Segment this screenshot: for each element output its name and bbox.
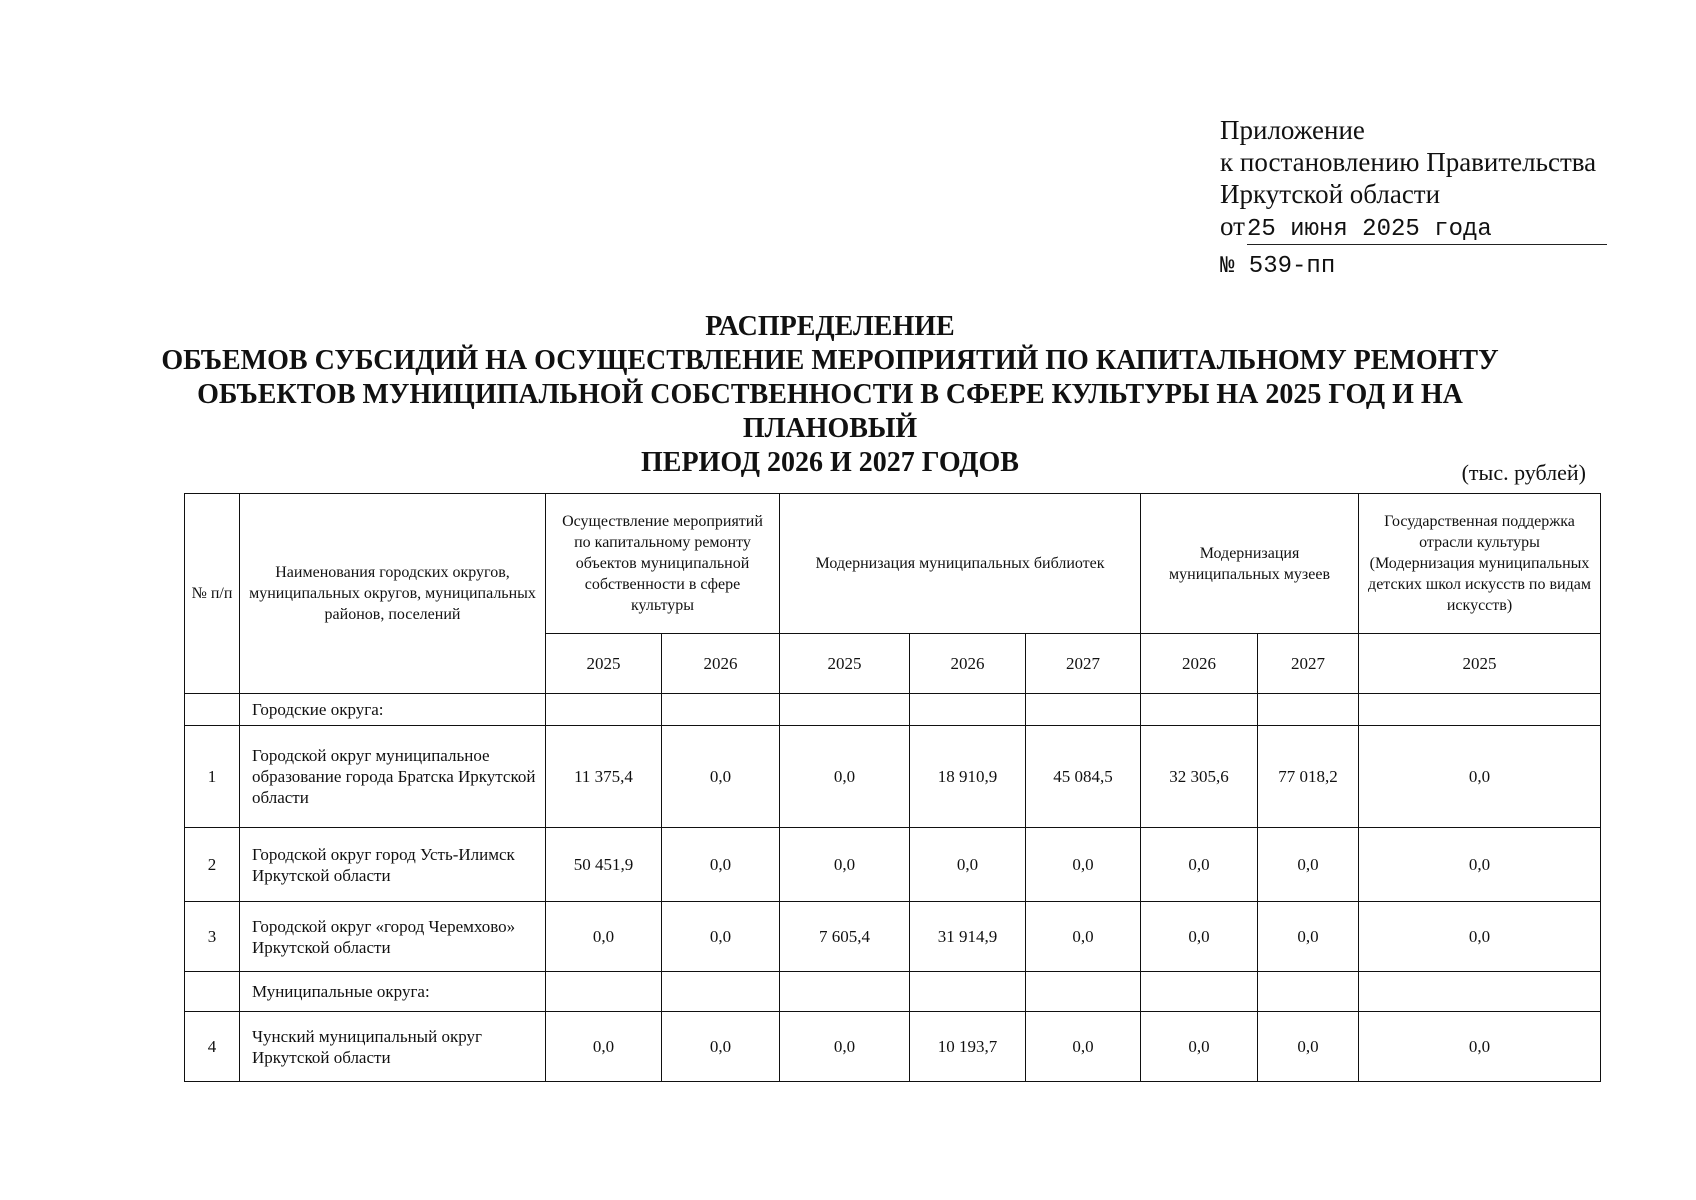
row-value: 0,0 <box>1359 828 1601 902</box>
year-header: 2026 <box>910 634 1026 694</box>
row-value: 0,0 <box>1026 902 1141 972</box>
row-num: 4 <box>185 1012 240 1082</box>
appendix-region: Иркутской области <box>1220 179 1441 209</box>
row-value: 0,0 <box>1359 902 1601 972</box>
header-art-schools: Государственная поддержка отрасли культуры (Модернизация муниципальных детских школ искусств по видам искусств) <box>1359 494 1601 634</box>
section-row <box>185 972 1601 1012</box>
row-value: 0,0 <box>1141 1012 1258 1082</box>
year-header: 2026 <box>662 634 780 694</box>
row-value: 18 910,9 <box>910 726 1026 828</box>
table-row <box>185 902 1601 972</box>
section-row <box>185 694 1601 726</box>
row-value: 31 914,9 <box>910 902 1026 972</box>
row-value: 50 451,9 <box>546 828 662 902</box>
title-line-4: ПЕРИОД 2026 И 2027 ГОДОВ <box>641 447 1019 478</box>
title-line-3: ОБЪЕКТОВ МУНИЦИПАЛЬНОЙ СОБСТВЕННОСТИ В СФЕРЕ КУЛЬТУРЫ НА 2025 ГОД И НА ПЛАНОВЫЙ <box>197 379 1463 444</box>
resolution-number: № 539-пп <box>1220 253 1336 280</box>
row-num: 2 <box>185 828 240 902</box>
subsidy-table <box>184 493 1601 1082</box>
year-header: 2025 <box>546 634 662 694</box>
row-value: 0,0 <box>546 1012 662 1082</box>
table-row <box>185 726 1601 828</box>
row-value: 0,0 <box>1141 828 1258 902</box>
row-value: 0,0 <box>780 1012 910 1082</box>
header-name: Наименования городских округов, муниципальных округов, муниципальных районов, поселений <box>240 494 546 694</box>
section-label-city: Городские округа: <box>240 694 546 726</box>
row-value: 0,0 <box>1258 1012 1359 1082</box>
year-header: 2025 <box>780 634 910 694</box>
row-value: 77 018,2 <box>1258 726 1359 828</box>
row-value: 10 193,7 <box>910 1012 1026 1082</box>
row-value: 0,0 <box>780 828 910 902</box>
header-capital-repair: Осуществление мероприятий по капитальному ремонту объектов муниципальной собственности в сфере культуры <box>546 494 780 634</box>
row-name: Чунский муниципальный округ Иркутской области <box>240 1012 546 1082</box>
row-value: 0,0 <box>1026 828 1141 902</box>
table-row <box>185 828 1601 902</box>
row-value: 0,0 <box>662 726 780 828</box>
row-value: 0,0 <box>910 828 1026 902</box>
row-num: 3 <box>185 902 240 972</box>
row-value: 7 605,4 <box>780 902 910 972</box>
header-libraries: Модернизация муниципальных библиотек <box>780 494 1141 634</box>
section-label-municipal: Муниципальные округа: <box>240 972 546 1012</box>
year-header: 2025 <box>1359 634 1601 694</box>
row-value: 0,0 <box>1359 726 1601 828</box>
row-value: 32 305,6 <box>1141 726 1258 828</box>
row-value: 45 084,5 <box>1026 726 1141 828</box>
row-value: 0,0 <box>546 902 662 972</box>
row-value: 0,0 <box>1258 828 1359 902</box>
row-value: 0,0 <box>1258 902 1359 972</box>
units-label: (тыс. рублей) <box>1461 460 1586 485</box>
row-value: 0,0 <box>662 902 780 972</box>
row-num: 1 <box>185 726 240 828</box>
row-name: Городской округ «город Черемхово» Иркутской области <box>240 902 546 972</box>
appendix-block <box>1220 114 1640 283</box>
appendix-resolution: к постановлению Правительства <box>1220 147 1597 177</box>
appendix-date-row <box>1220 210 1640 245</box>
date-prefix: от <box>1220 211 1245 241</box>
year-header: 2027 <box>1026 634 1141 694</box>
header-museums: Модернизация муниципальных музеев <box>1141 494 1359 634</box>
row-value: 0,0 <box>1026 1012 1141 1082</box>
row-name: Городской округ муниципальное образование города Братска Иркутской области <box>240 726 546 828</box>
row-value: 0,0 <box>662 1012 780 1082</box>
row-value: 0,0 <box>780 726 910 828</box>
appendix-title: Приложение <box>1220 115 1365 145</box>
row-value: 0,0 <box>662 828 780 902</box>
table-row <box>185 1012 1601 1082</box>
row-name: Городской округ город Усть-Илимск Иркутской области <box>240 828 546 902</box>
row-value: 11 375,4 <box>546 726 662 828</box>
year-header: 2026 <box>1141 634 1258 694</box>
title-line-1: РАСПРЕДЕЛЕНИЕ <box>705 311 955 342</box>
header-num: № п/п <box>185 494 240 694</box>
title-line-2: ОБЪЕМОВ СУБСИДИЙ НА ОСУЩЕСТВЛЕНИЕ МЕРОПРИЯТИЙ ПО КАПИТАЛЬНОМУ РЕМОНТУ <box>161 345 1499 376</box>
row-value: 0,0 <box>1359 1012 1601 1082</box>
row-value: 0,0 <box>1141 902 1258 972</box>
year-header: 2027 <box>1258 634 1359 694</box>
document-title <box>120 310 1540 480</box>
resolution-date: 25 июня 2025 года <box>1247 216 1607 245</box>
